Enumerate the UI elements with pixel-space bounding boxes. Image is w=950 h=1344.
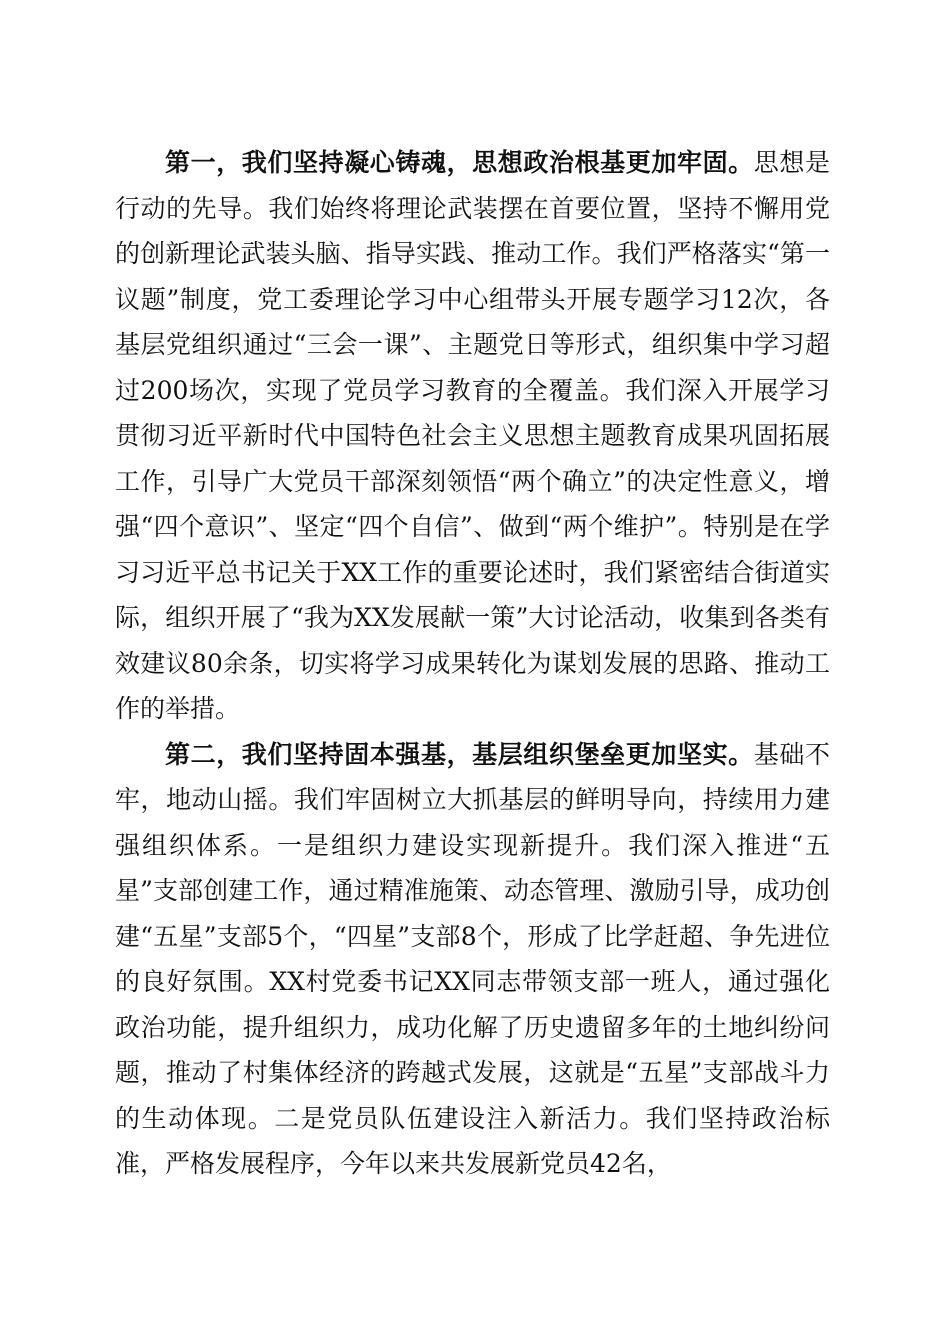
document-body xyxy=(115,140,830,1187)
paragraph-2-lead: 第二，我们坚持固本强基，基层组织堡垒更加坚实。 xyxy=(165,739,754,769)
paragraph-1-lead: 第一，我们坚持凝心铸魂，思想政治根基更加牢固。 xyxy=(165,148,754,177)
paragraph-1-body: 思想是行动的先导。我们始终将理论武装摆在首要位置，坚持不懈用党的创新理论武装头脑、指导实践、推动工作。我们严格落实“第一议题”制度，党工委理论学习中心组带头开展专题学习12次，各基层党组织通过“三会一课”、主题党日等形式，组织集中学习超过200场次，实现了党员学习教育的全覆盖。我们深入开展学习贯彻习近平新时代中国特色社会主义思想主题教育成果巩固拓展工作，引导广大党员干部深刻领悟“两个确立”的决定性意义，增强“四个意识”、坚定“四个自信”、做到“两个维护”。特别是在学习习近平总书记关于XX工作的重要论述时，我们紧密结合街道实际，组织开展了“我为XX发展献一策”大讨论活动，收集到各类有效建议80余条，切实将学习成果转化为谋划发展的思路、推动工作的举措。 xyxy=(115,148,830,723)
paragraph-1 xyxy=(115,140,830,732)
paragraph-2 xyxy=(115,732,830,1187)
paragraph-2-body: 基础不牢，地动山摇。我们牢固树立大抓基层的鲜明导向，持续用力建强组织体系。一是组织力建设实现新提升。我们深入推进“五星”支部创建工作，通过精准施策、动态管理、激励引导，成功创建“五星”支部5个，“四星”支部8个，形成了比学赶超、争先进位的良好氛围。XX村党委书记XX同志带领支部一班人，通过强化政治功能，提升组织力，成功化解了历史遗留多年的土地纠纷问题，推动了村集体经济的跨越式发展，这就是“五星”支部战斗力的生动体现。二是党员队伍建设注入新活力。我们坚持政治标准，严格发展程序，今年以来共发展新党员42名， xyxy=(115,739,830,1178)
